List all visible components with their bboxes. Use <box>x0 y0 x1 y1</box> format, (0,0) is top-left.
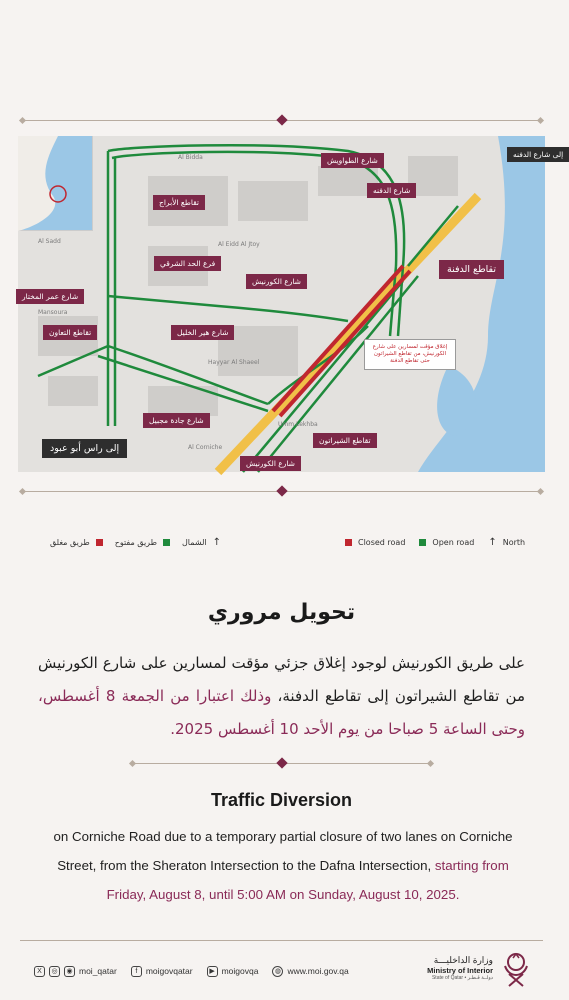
label-to-dafna: إلى شارع الدفنه <box>507 147 569 162</box>
label-al-dafna-street: شارع الدفنه <box>367 183 416 198</box>
location-inset-map <box>18 136 93 231</box>
logo-state: State of Qatar • دولــة قـطـر <box>431 975 493 982</box>
open-swatch <box>163 539 170 546</box>
moi-logo <box>427 948 533 988</box>
legend-ar-closed: طريق مغلق <box>50 538 90 547</box>
moi-emblem-icon <box>499 948 533 988</box>
social1-label: moi_qatar <box>79 966 117 976</box>
legend-arabic <box>50 537 221 548</box>
label-hayar-khalil: شارع هير الخليل <box>171 325 234 340</box>
place-name: Hayyar Al Shaeel <box>208 359 260 366</box>
social-youtube[interactable] <box>207 966 259 977</box>
english-body-plain: on Corniche Road due to a temporary partial closure of two lanes on Corniche Street, from the Sheraton Intersection to the Dafna Intersection, <box>53 829 513 873</box>
label-sheraton: تقاطع الشيراتون <box>313 433 377 448</box>
north-arrow-icon: ↑ <box>212 537 222 548</box>
arabic-body-tail: 8 أغسطس، وحتى الساعة 5 صباحا من يوم الأحد 10 أغسطس 2025. <box>38 687 525 738</box>
globe-icon: ◍ <box>272 966 283 977</box>
label-al-shargi: فرع الحد الشرقي <box>154 256 221 271</box>
english-body-highlight: starting from Friday, August 8, until 5:00 AM on Sunday, August 10, 2025. <box>106 858 509 902</box>
logo-arabic: وزارة الداخليـــة <box>433 954 493 965</box>
place-name: Umm Lekhba <box>278 421 318 428</box>
english-body <box>38 822 528 909</box>
label-corniche-bottom: شارع الكورنيش <box>240 456 301 471</box>
website-label: www.moi.gov.qa <box>287 966 349 976</box>
arabic-body-highlight: وذلك اعتبارا من الجمعة <box>121 687 272 705</box>
section-divider <box>130 763 433 764</box>
closed-swatch <box>345 539 352 546</box>
social3-label: moigovqa <box>221 966 259 976</box>
place-name: Al Bidda <box>178 154 203 161</box>
footer-divider <box>20 940 543 941</box>
english-title: Traffic Diversion <box>210 790 353 810</box>
facebook-icon: f <box>131 966 142 977</box>
place-name: Mansoura <box>38 309 68 316</box>
legend-en-north: North <box>502 538 526 547</box>
north-arrow-icon: ↑ <box>488 537 497 548</box>
label-to-ras-abu-aboud: إلى راس أبو عبود <box>42 439 127 458</box>
legend-ar-open: طريق مفتوح <box>114 538 157 547</box>
top-divider <box>20 120 543 121</box>
legend-ar-north: الشمال <box>181 538 207 547</box>
youtube-icon: ▶ <box>207 966 218 977</box>
place-name: Al Sadd <box>38 238 61 245</box>
open-swatch <box>419 539 426 546</box>
diversion-map <box>18 136 564 472</box>
place-name: Al Eidd Al Jtoy <box>218 241 260 248</box>
snapchat-icon: ◉ <box>64 966 75 977</box>
label-al-tawawish: شارع الطواويش <box>321 153 384 168</box>
arabic-body <box>38 647 525 746</box>
social-handle-main[interactable] <box>34 966 117 977</box>
arabic-title: تحويل مروري <box>207 600 356 625</box>
label-abraj-intersection: تقاطع الأبراج <box>153 195 205 210</box>
legend-en-closed: Closed road <box>358 538 406 547</box>
instagram-icon: ◎ <box>49 966 60 977</box>
website-link[interactable] <box>272 966 348 977</box>
label-al-taawon: تقاطع التعاون <box>43 325 97 340</box>
x-icon: X <box>34 966 45 977</box>
closure-note: إغلاق مؤقت لمسارين على شارع الكورنيش، من تقاطع الشيراتون حتى تقاطع الدفنة <box>364 339 456 370</box>
label-dafna-intersection: تقاطع الدفنة <box>439 260 504 279</box>
closed-swatch <box>96 539 103 546</box>
label-jada-mjbeel: شارع جادة مجبيل <box>143 413 210 428</box>
map-divider <box>20 491 543 492</box>
social-facebook[interactable] <box>131 966 193 977</box>
label-omar-mukhtar: شارع عمر المختار <box>16 289 84 304</box>
legend-en-open: Open road <box>432 538 475 547</box>
social2-label: moigovqatar <box>145 966 193 976</box>
label-corniche-street-mid: شارع الكورنيش <box>246 274 307 289</box>
logo-english: Ministry of Interior <box>427 965 493 975</box>
arabic-body-plain: على طريق الكورنيش لوجود إغلاق جزئي مؤقت لمسارين على شارع الكورنيش من تقاطع الشيراتون إلى تقاطع الدفنة، <box>38 654 525 705</box>
legend-english <box>345 537 525 548</box>
place-name: Al Corniche <box>188 444 223 451</box>
